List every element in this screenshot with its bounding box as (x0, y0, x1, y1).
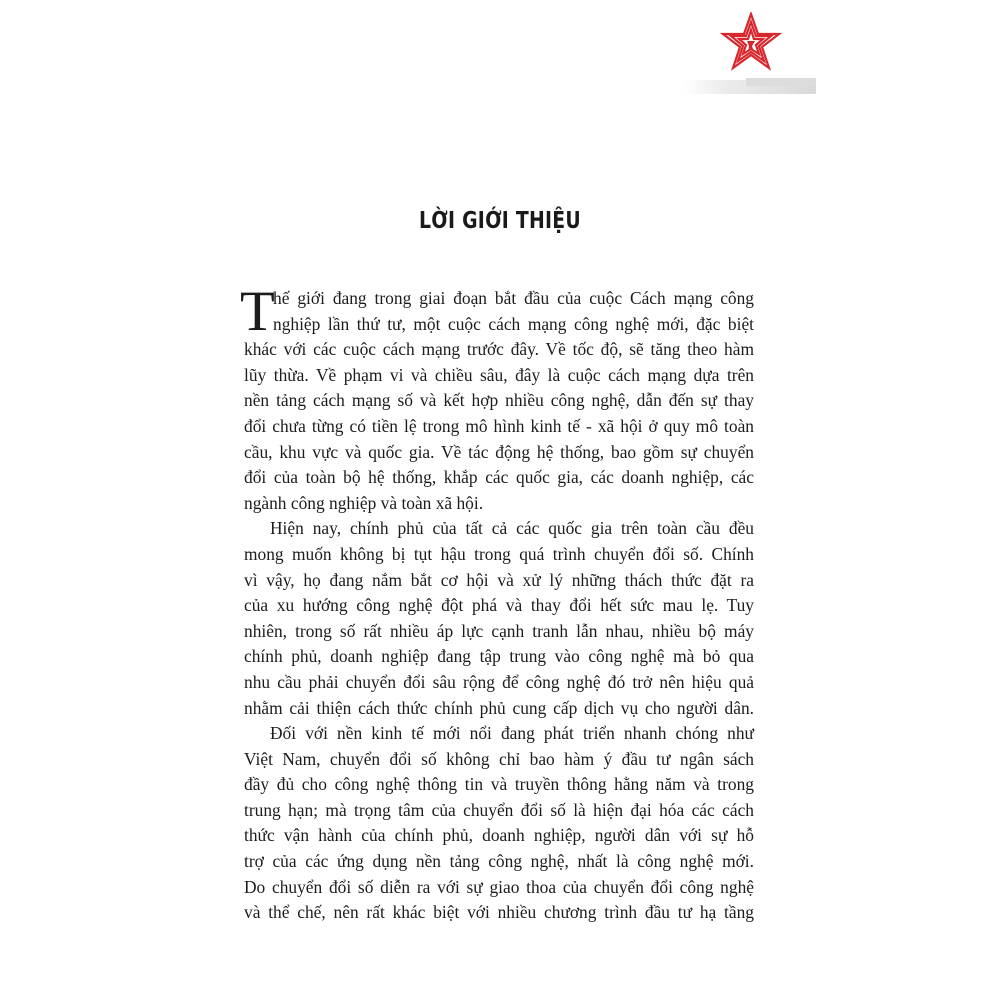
text-line: ngành công nghiệp và toàn xã hội. (244, 492, 484, 513)
paragraph-2 (244, 516, 754, 721)
text-line: trung hạn; mà trọng tâm của chuyển đổi số là hiện đại hóa các cách (244, 799, 754, 820)
text-line: nghiệp lần thứ tư, một cuộc cách mạng công nghệ mới, đặc biệt (273, 313, 754, 334)
text-line: mong muốn không bị tụt hậu trong quá trình chuyển đổi số. Chính (244, 543, 754, 564)
text-line: và thể chế, nên rất khác biệt với nhiều chương trình đầu tư hạ tầng (244, 902, 754, 923)
red-star-emblem-icon (720, 12, 782, 74)
text-line: thức vận hành của chính phủ, doanh nghiệp, người dân với sự hỗ (244, 825, 754, 846)
text-line: nền tảng cách mạng số và kết hợp nhiều công nghệ, dẫn đến sự thay (244, 390, 754, 411)
text-line: Việt Nam, chuyển đổi số không chỉ bao hàm ý đầu tư ngân sách (244, 748, 754, 769)
text-line: nhằm cải thiện cách thức chính phủ cung cấp dịch vụ cho người dân. (244, 697, 754, 718)
text-line: đổi chưa từng có tiền lệ trong mô hình kinh tế - xã hội ở quy mô toàn (244, 415, 754, 436)
text-line: Đối với nền kinh tế mới nổi đang phát triển nhanh chóng như (270, 723, 754, 744)
text-line: trợ của các ứng dụng nền tảng công nghệ, nhất là công nghệ mới. (244, 851, 754, 872)
text-line: khác với các cuộc cách mạng trước đây. Về tốc độ, sẽ tăng theo hàm (244, 339, 754, 360)
text-line: vì vậy, họ đang nắm bắt cơ hội và xử lý những thách thức đặt ra (244, 569, 754, 590)
chapter-title: LỜI GIỚI THIỆU (419, 208, 581, 234)
text-line: hế giới đang trong giai đoạn bắt đầu của cuộc Cách mạng công (273, 288, 754, 308)
text-line: cầu, khu vực và quốc gia. Về tác động hệ thống, bao gồm sự chuyển (244, 441, 754, 462)
text-line: lũy thừa. Về phạm vi và chiều sâu, đây là cuộc cách mạng dựa trên (244, 364, 754, 385)
header-decorative-bar (684, 78, 816, 96)
text-line: Hiện nay, chính phủ của tất cả các quốc gia trên toàn cầu đều (270, 518, 754, 539)
text-line: Do chuyển đổi số diễn ra với sự giao thoa của chuyển đổi công nghệ (244, 876, 754, 897)
text-line: đổi của toàn bộ hệ thống, khắp các quốc gia, các doanh nghiệp, các (244, 467, 754, 488)
text-line: chính phủ, doanh nghiệp đang tập trung vào công nghệ mà bỏ qua (244, 646, 754, 667)
drop-cap: T (240, 280, 275, 343)
body-text (240, 280, 754, 926)
paragraph-1 (240, 280, 754, 516)
text-line: nhu cầu phải chuyển đổi sâu rộng để công nghệ đó trở nên hiệu quả (244, 671, 754, 692)
text-line: nhiên, trong số rất nhiều áp lực cạnh tranh lẫn nhau, nhiều bộ máy (244, 620, 754, 641)
paragraph-3 (244, 721, 754, 926)
text-line: đầy đủ cho công nghệ thông tin và truyền thông hằng năm và trong (244, 774, 754, 795)
text-line: của xu hướng công nghệ đột phá và thay đổi hết sức mau lẹ. Tuy (244, 595, 754, 616)
